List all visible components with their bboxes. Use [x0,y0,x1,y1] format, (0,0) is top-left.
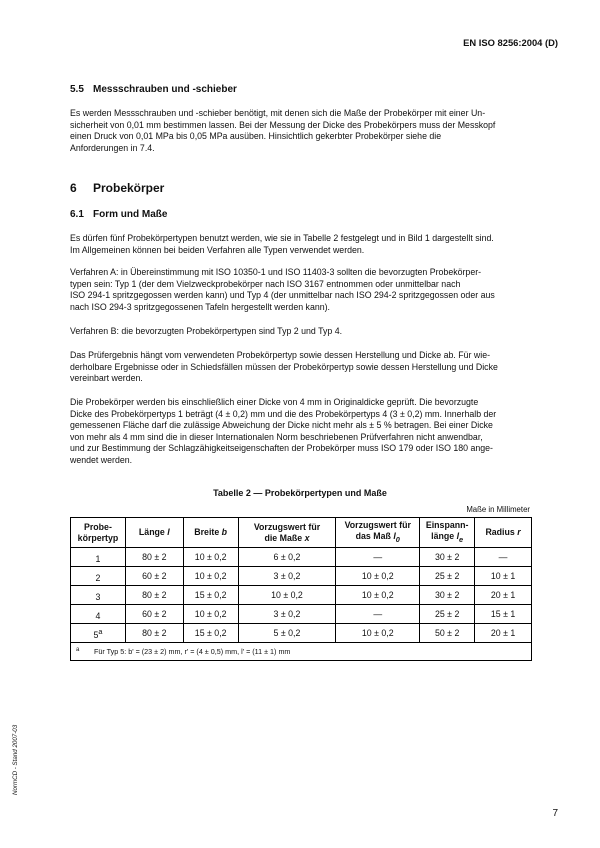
cell-vorzugswert-x: 3 ± 0,2 [238,605,336,624]
text-line: ISO 294-1 spritzgegossen werden kann) und Typ 4 (der unmittelbar nach ISO 294-2 spritzgegossen oder aus [70,290,495,301]
text-line: Verfahren A: in Übereinstimmung mit ISO 10350-1 und ISO 11403-3 sollten die bevorzugten Probekörper- [70,267,482,277]
table-units-note: Maße in Millimeter [466,505,530,514]
text-line: und zur Bestimmung der Schlagzähigkeitseigenschaften der Probekörper muss ISO 179 oder ISO 180 ange- [70,443,493,454]
cell-breite: 15 ± 0,2 [183,624,238,643]
header-vorzugswert-x: Vorzugswert für die Maße x [238,518,336,548]
paragraph-4 [70,350,532,385]
cell-breite: 15 ± 0,2 [183,586,238,605]
text-line: einen Druck von 0,01 MPa bis 0,05 MPa ausüben. Hinsichtlich gekerbter Probekörper siehe die [70,131,442,142]
header-radius: Radius r [475,518,532,548]
table-row [71,548,532,567]
cell-laenge: 80 ± 2 [125,586,183,605]
cell-vorzugswert-x: 5 ± 0,2 [238,624,336,643]
text-line: Die Probekörper werden bis einschließlich einer Dicke von 4 mm in Originaldicke geprüft. Die bevorzugte [70,397,479,407]
text-line: Anforderungen in 7.4. [70,142,155,153]
section-title: Probekörper [93,181,165,195]
footnote-text: Für Typ 5: b' = (23 ± 2) mm, r' = (4 ± 0,5) mm, l' = (11 ± 1) mm [94,647,291,656]
cell-laenge: 80 ± 2 [125,548,183,567]
paragraph-1 [70,233,532,256]
section-6-1-heading [70,209,167,220]
section-title: Messschrauben und -schieber [93,84,237,95]
cell-einspannlaenge: 25 ± 2 [420,567,475,586]
cell-typ: 2 [71,567,126,586]
cell-radius: 20 ± 1 [475,624,532,643]
text-line: typen sein: Typ 1 (der dem Vielzweckprobekörper nach ISO 3167 entnommen oder unmittelbar nach [70,278,461,289]
document-id: EN ISO 8256:2004 (D) [463,37,558,48]
table-footnote [71,643,532,661]
cell-typ: 3 [71,586,126,605]
cell-radius: — [475,548,532,567]
section-5-5-heading [70,84,237,95]
text-line: gemessenen Fläche darf die zulässige Abweichung der Dicke nicht mehr als ± 5 % betragen. Bei einer Dicke [70,420,493,431]
specimen-table [70,517,532,661]
cell-einspannlaenge: 30 ± 2 [420,586,475,605]
footnote-mark: a [76,647,80,653]
cell-typ: 1 [71,548,126,567]
cell-breite: 10 ± 0,2 [183,605,238,624]
cell-breite: 10 ± 0,2 [183,548,238,567]
paragraph-5 [70,397,532,467]
cell-laenge: 60 ± 2 [125,605,183,624]
cell-einspannlaenge: 30 ± 2 [420,548,475,567]
section-title: Form und Maße [93,209,168,220]
cell-typ: 5$^a$ [71,624,126,643]
section-5-5-paragraph [70,108,532,154]
table-row [71,586,532,605]
cell-vorzugswert-x: 3 ± 0,2 [238,567,336,586]
cell-vorzugswert-l0: — [336,548,420,567]
header-vorzugswert-l0: Vorzugswert für das Maß $l_0$ [336,518,420,548]
paragraph-3 [70,326,532,338]
cell-vorzugswert-x: 6 ± 0,2 [238,548,336,567]
table-footnote-row [71,643,532,661]
cell-vorzugswert-l0: 10 ± 0,2 [336,586,420,605]
section-6-heading [70,181,164,195]
header-probekoerpertyp: Probe- körpertyp [71,518,126,548]
table-row [71,605,532,624]
table-caption: Tabelle 2 — Probekörpertypen und Maße [213,488,387,498]
text-line: nach ISO 294-3 spritzgegossenen Tafeln hergestellt werden kann). [70,301,330,312]
table-row [71,624,532,643]
page-number: 7 [552,808,558,819]
text-line: Dicke des Probekörpertyps 1 beträgt (4 ± 0,2) mm und die des Probekörpertyps 4 (3 ± 0,2) mm. Innerhalb der [70,408,497,419]
cell-vorzugswert-l0: 10 ± 0,2 [336,567,420,586]
header-breite: Breite b [183,518,238,548]
text-line: Verfahren B: die bevorzugten Probekörpertypen sind Typ 2 und Typ 4. [70,326,343,336]
section-number: 5.5 [70,84,84,95]
paragraph-2 [70,267,532,313]
text-line: Es dürfen fünf Probekörpertypen benutzt werden, wie sie in Tabelle 2 festgelegt und in Bild 1 dargestellt sind. [70,233,494,243]
text-line: vereinbart werden. [70,373,143,384]
cell-radius: 20 ± 1 [475,586,532,605]
table-header-row [71,518,532,548]
text-line: Das Prüfergebnis hängt vom verwendeten Probekörpertyp sowie dessen Herstellung und Dicke ab. Für wie- [70,350,491,360]
cell-einspannlaenge: 25 ± 2 [420,605,475,624]
cell-laenge: 80 ± 2 [125,624,183,643]
sidebar-watermark: NormCD - Stand 2007-03 [12,724,19,795]
cell-breite: 10 ± 0,2 [183,567,238,586]
cell-radius: 15 ± 1 [475,605,532,624]
text-line: Es werden Messschrauben und -schieber benötigt, mit denen sich die Maße der Probekörper mit einer Un- [70,108,486,118]
cell-vorzugswert-l0: 10 ± 0,2 [336,624,420,643]
cell-radius: 10 ± 1 [475,567,532,586]
text-line: sicherheit von 0,01 mm bestimmen lassen. Bei der Messung der Dicke des Probekörpers muss der Messkopf [70,119,496,130]
text-line: von mehr als 4 mm sind die in dieser Internationalen Norm beschriebenen Prüfverfahren nicht anwendbar, [70,431,483,442]
section-number: 6.1 [70,209,84,220]
table-row [71,567,532,586]
cell-typ: 4 [71,605,126,624]
cell-einspannlaenge: 50 ± 2 [420,624,475,643]
header-laenge: Länge l [125,518,183,548]
cell-vorzugswert-x: 10 ± 0,2 [238,586,336,605]
cell-vorzugswert-l0: — [336,605,420,624]
text-line: Im Allgemeinen können bei beiden Verfahren alle Typen verwendet werden. [70,244,365,255]
text-line: wendet werden. [70,454,133,465]
text-line: derholbare Ergebnisse oder in Schiedsfällen müssen der Probekörpertyp sowie dessen Herstellung und Dicke [70,361,498,372]
cell-laenge: 60 ± 2 [125,567,183,586]
section-number: 6 [70,181,77,195]
header-einspannlaenge: Einspann- länge $l_e$ [420,518,475,548]
